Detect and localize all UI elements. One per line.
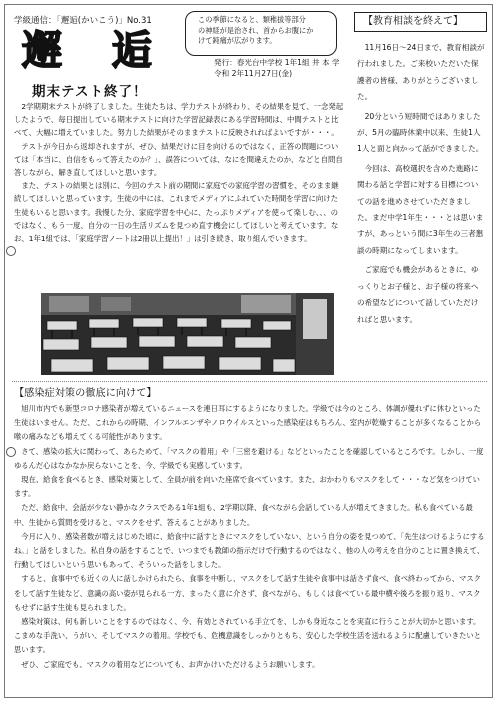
infection-section-title: 【感染症対策の徹底に向けて】 xyxy=(14,388,157,399)
brush-lettering-logo xyxy=(16,26,176,70)
infection-paragraph: さて、感染の拡大に関わって、あらためて、「マスクの着用」や「三密を避ける」などといったことを確認しているところです。しかし、一度ゆるんだ心はなかなか戻らないことを、今、学級でも実感しています。 xyxy=(14,446,484,470)
consultation-paragraph: 11月16日～24日まで、教育相談が行われました。ご来校いただいた保護者の皆様、ありがとうございました。 xyxy=(357,43,485,102)
infection-paragraph: ただ、給食中、会話が少ない静かなクラスである1年1組も、2学期以降、食べながら会話している人が増えてきました。私も食べている最中、生徒から質問を受けると、マスクをせず、答えることがありました。 xyxy=(14,503,473,527)
infection-paragraph: ぜひ、ご家庭でも、マスクの着用などについても、お声かけいただけるようお願いします。 xyxy=(21,659,320,669)
infection-paragraph: 感染対策は、何も新しいことをするのではなく、今、有効とされている手立てを、しかも身近なことを実直に行うことが大切かと思います。こまめな手洗い、うがい、そしてマスクの着用。学校でも、危機意識をしっかりともち、安心した学校生活を送れるように配慮していきたいと思います。 xyxy=(14,617,481,655)
test-paragraph: 2学期期末テストが終了しました。生徒たちは、学力テストが終わり、その結果を見て、一念発起したようで、毎日提出している期末テストに向けた学習記録表にある学習時間は、中間テストと比べて、大幅に増えていました。努力した結果がそのままテストに反映されればよいですが・・・。 xyxy=(14,102,344,138)
test-paragraph: また、テストの結果とは別に、今回のテスト前の期間に家庭での家庭学習の習慣を、そのまま継続してほしいと思っています。生徒の中には、これまでメディアにふれていた時間を学習に向けた生徒もいると思います。我慢した分、家庭学習を中心に、たっぷりメディアを使って楽しむ、、、のではなく、もう一度、自分の一日の生活リズムを見つめ直す機会にしてほしいと考えています。なお、1年1組では、「家庭学習ノートは2冊以上提出！」は引き続き、取り組んでいきます。 xyxy=(14,181,339,244)
infection-paragraph: 旭川市内でも新型コロナ感染者が増えているニュースを連日耳にするようになりました。学級では今のところ、体調が優れずに休むといった生徒はいません。ただ、これからの時期、インフルエンザやノロウイルスといった感染症はもちろん、室内が乾燥することが多くなることから喉の痛みなども増えてくる可能性があります。 xyxy=(14,404,482,442)
header-note-line: けて鈍痛が広がります。 xyxy=(198,36,277,45)
issuer-info xyxy=(214,58,340,79)
infection-section-body xyxy=(14,402,485,672)
header-note-line: この季節になると、類稚拔等部分 xyxy=(198,15,306,24)
infection-paragraph: 現在、給食を食べるとき、感染対策として、全員が前を向いた座席で食べています。また、おかわりもマスクをして・・・など気をつけています。 xyxy=(14,475,480,499)
test-section-title: 期末テスト終了！ xyxy=(32,84,148,100)
header-note-line: の神経が是治され、首からお腹にか xyxy=(198,25,314,35)
newsletter-title: 学級通信：「邂逅(かいこう)」No.31 xyxy=(14,16,152,26)
test-section-body xyxy=(14,100,344,245)
infection-paragraph: すると、食事中でも近くの人に話しかけられたら、食事を中断し、マスクをして話す生徒や食事中は話さず食べ、食べ終わってから、マスクをして話す生徒など、意識の高い姿が見られる一方、まったく意に介さず、食べながら、もしくは食べている最中横や後ろを振り返り、マスクもせずに話す生徒も見られました。 xyxy=(14,574,481,612)
consultation-title: 【教育相談を終えて】 xyxy=(354,12,487,32)
header-note-box xyxy=(185,11,337,56)
issue-date: 令和 2年11月27日(金) xyxy=(214,68,293,78)
consultation-body xyxy=(357,40,485,328)
consultation-paragraph: 今回は、高校選択を含めた進路に関わる話と学習に対する目標についての話を進めさせていただきました。まだ中学1年生・・・とは思いますが、あっという間に3年生の三者懇談の時期になってしまいます。 xyxy=(357,163,484,255)
logo-text: 邂 逅 xyxy=(22,27,170,70)
punch-hole-icon xyxy=(6,246,16,256)
consultation-paragraph: ご家庭でも機会があるときに、ゆっくりとお子様と、お子様の将来への希望などについて話していただければと思います。 xyxy=(357,265,479,324)
classroom-desks-photo xyxy=(41,293,334,375)
section-divider xyxy=(12,381,487,383)
test-paragraph: テストが今日から返却されますが、ぜひ、結果だけに目を向けるのではなく、正答の問題については「本当に、自信をもって答えたのか？」、誤答については、なにを間違えたのか、などと自問自答しながら、解き直してほしいと思います。 xyxy=(14,141,343,178)
infection-paragraph: 今月に入り、感染者数が増えはじめた頃に、給食中に話すときにマスクをしていない、という自分の姿を見つめて、「先生はつけるようにするね。」と話をしました。私自身の話をすることで、いつまでも教師の指示だけで行動するのではなく、他の人の考えを自分のことに置き換えて、行動してほしいという思いもあって、そういった話をしました。 xyxy=(14,531,485,570)
consultation-paragraph: 20分という短時間ではありましたが、5月の臨時休業中以来、生徒1人1人と面と向かって話ができました。 xyxy=(357,111,484,154)
issuer-line: 発行：春光台中学校 1年1組 井 本 学 xyxy=(214,58,340,67)
